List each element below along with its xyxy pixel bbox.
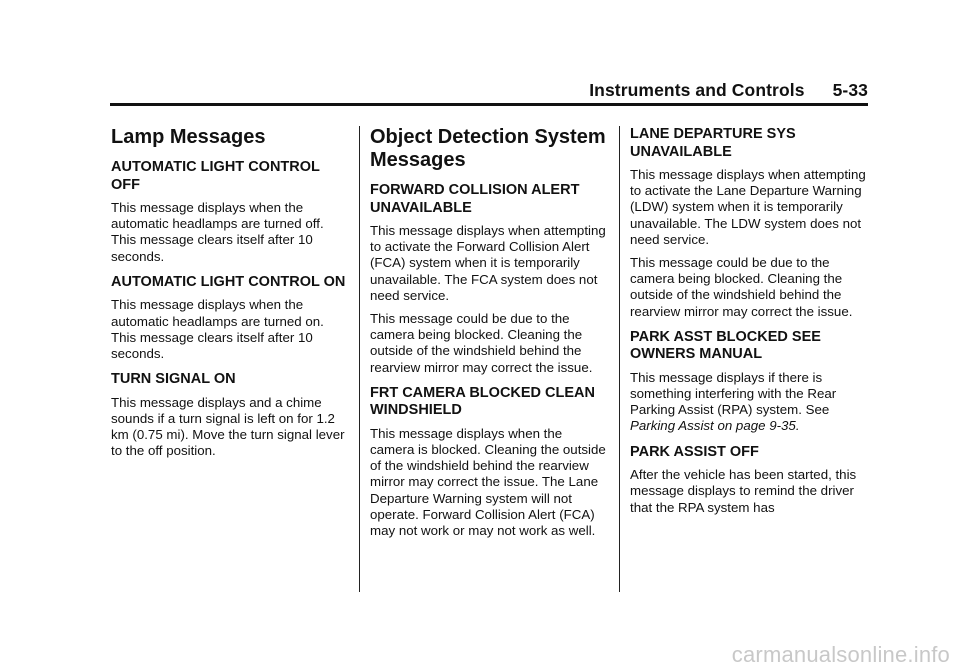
paragraph: This message could be due to the camera being blocked. Cleaning the outside of the windshield behind the rearview mirror may correct the issue.	[370, 311, 593, 375]
cross-reference-link[interactable]: Parking Assist on page 9-35.	[630, 418, 800, 434]
column-divider	[619, 126, 620, 592]
section-heading-object-detection: Object Detection System Messages	[370, 126, 606, 171]
heading-automatic-light-control-off: AUTOMATIC LIGHT CONTROL OFF	[111, 159, 320, 193]
paragraph: This message displays when the camera is blocked. Cleaning the outside of the windshield behind the rearview mirror may correct the issue. The Lane Departure Warning system will not operate. Forward Collision Alert (FCA) may not work or may not work as well.	[370, 425, 606, 539]
running-header	[110, 80, 868, 101]
header-rule	[110, 103, 868, 106]
heading-frt-camera-blocked: FRT CAMERA BLOCKED CLEAN WINDSHIELD	[370, 384, 596, 419]
column-divider	[359, 126, 360, 592]
heading-automatic-light-control-on: AUTOMATIC LIGHT CONTROL ON	[111, 273, 346, 290]
heading-forward-collision-alert: FORWARD COLLISION ALERT UNAVAILABLE	[370, 182, 580, 216]
section-heading-lamp-messages: Lamp Messages	[111, 126, 266, 148]
paragraph: After the vehicle has been started, this message displays to remind the driver that the RPA system has	[630, 467, 857, 515]
paragraph: This message displays and a chime sounds if a turn signal is left on for 1.2 km (0.75 mi). Move the turn signal lever to the off position.	[111, 394, 345, 459]
column-lane-and-park	[630, 126, 870, 523]
column-lamp-messages	[111, 126, 349, 466]
paragraph: This message displays when the automatic headlamps are turned on. This message clears itself after 10 seconds.	[111, 297, 324, 361]
paragraph: This message displays when the automatic headlamps are turned off. This message clears itself after 10 seconds.	[111, 200, 324, 264]
section-title: Instruments and Controls	[589, 80, 805, 100]
heading-turn-signal-on: TURN SIGNAL ON	[111, 371, 236, 388]
heading-park-asst-blocked: PARK ASST BLOCKED SEE OWNERS MANUAL	[630, 328, 821, 363]
page-number: 5-33	[832, 80, 868, 100]
paragraph: This message displays when attempting to activate the Forward Collision Alert (FCA) system when it is temporarily unavailable. The FCA system does not need service.	[370, 223, 606, 303]
paragraph-text: This message displays if there is something interfering with the Rear Parking Assist (RPA) system. See	[630, 369, 837, 418]
paragraph: This message could be due to the camera being blocked. Cleaning the outside of the windshield behind the rearview mirror may correct the issue.	[630, 255, 853, 319]
heading-park-assist-off: PARK ASSIST OFF	[630, 443, 759, 460]
heading-lane-departure-unavailable: LANE DEPARTURE SYS UNAVAILABLE	[630, 126, 796, 160]
paragraph	[630, 370, 870, 435]
paragraph: This message displays when attempting to activate the Lane Departure Warning (LDW) system when it is temporarily unavailable. The LDW system does not need service.	[630, 167, 866, 247]
watermark-text: carmanualsonline.info	[731, 642, 950, 667]
column-object-detection	[370, 126, 610, 546]
